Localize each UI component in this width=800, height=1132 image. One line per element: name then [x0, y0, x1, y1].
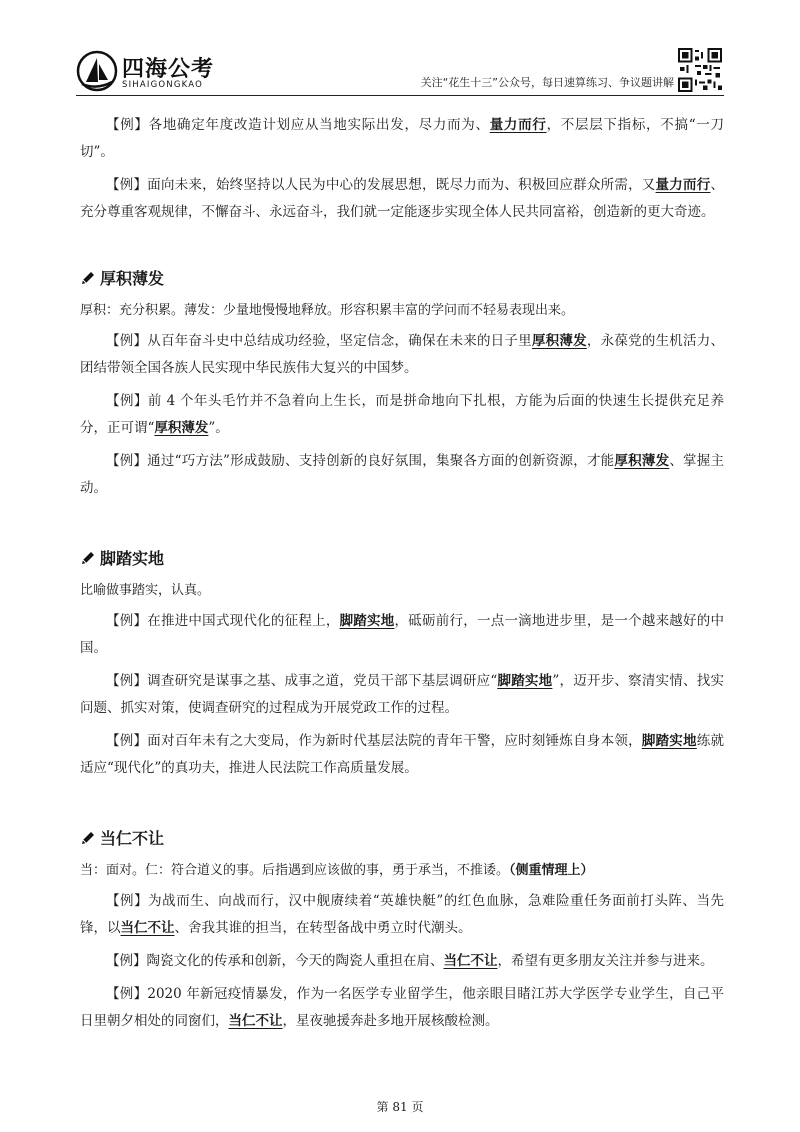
- brand-name-latin: SIHAIGONGKAO: [122, 80, 204, 90]
- example-sentence: 【例】面对百年未有之大变局，作为新时代基层法院的青年干警，应时刻锤炼自身本领，脚踏实地练就适应“现代化”的真功夫，推进人民法院工作高质量发展。: [80, 733, 725, 776]
- page-number: 第 81 页: [376, 1100, 424, 1114]
- highlighted-term: 厚积薄发: [614, 453, 670, 469]
- example-sentence: 【例】为战而生、向战而行，汉中舰赓续着“英雄快艇”的红色血脉，急难险重任务面前打头阵、当先锋，以当仁不让、舍我其谁的担当，在转型备战中勇立时代潮头。: [80, 893, 724, 936]
- example-sentence: 【例】通过“巧方法”形成鼓励、支持创新的良好氛围，集聚各方面的创新资源，才能厚积薄发、掌握主动。: [80, 453, 724, 496]
- example-sentence: 【例】在推进中国式现代化的征程上，脚踏实地，砥砺前行，一点一滴地进步里，是一个越来越好的中国。: [80, 613, 725, 656]
- brand-name: 四海公考: [122, 57, 215, 82]
- definition-note: （侧重情理上）: [509, 863, 594, 878]
- highlighted-term: 当仁不让: [228, 1013, 283, 1029]
- page-body: [80, 112, 724, 1041]
- header-tagline: 关注“花生十三”公众号，每日速算练习、争议题讲解: [420, 76, 674, 89]
- idiom-definition: 当：面对。仁：符合道义的事。后指遇到应该做的事，勇于承当，不推诿。（侧重情理上）: [80, 863, 594, 878]
- idiom-heading: 当仁不让: [80, 826, 724, 849]
- example-sentence: 【例】调查研究是谋事之基、成事之道，党员干部下基层调研应“脚踏实地”，迈开步、察清实情、找实问题、抓实对策，使调查研究的过程成为开展党政工作的过程。: [80, 673, 725, 716]
- example-sentence: 【例】从百年奋斗史中总结成功经验，坚定信念，确保在未来的日子里厚积薄发，永葆党的生机活力、团结带领全国各族人民实现中华民族伟大复兴的中国梦。: [80, 333, 725, 376]
- highlighted-term: 当仁不让: [443, 953, 498, 969]
- idiom-heading: 厚积薄发: [80, 266, 724, 289]
- highlighted-term: 量力而行: [489, 117, 547, 133]
- sailboat-logo-icon: [76, 50, 118, 92]
- highlighted-term: 量力而行: [655, 177, 711, 193]
- highlighted-term: 脚踏实地: [641, 733, 697, 749]
- highlighted-term: 厚积薄发: [154, 420, 209, 436]
- brand-logo: [76, 50, 226, 94]
- idiom-heading: 脚踏实地: [80, 546, 724, 569]
- highlighted-term: 厚积薄发: [531, 333, 587, 349]
- header-divider: [76, 95, 724, 96]
- intro-example-1: 【例】各地确定年度改造计划应从当地实际出发，尽力而为、量力而行，不层层下指标，不搞“一刀切”。: [80, 117, 725, 160]
- highlighted-term: 当仁不让: [120, 920, 175, 936]
- idiom-definition: 比喻做事踏实，认真。: [80, 583, 211, 598]
- page-header: [0, 0, 800, 100]
- qr-code-icon: [678, 48, 722, 92]
- example-sentence: 【例】前 4 个年头毛竹并不急着向上生长，而是拼命地向下扎根，方能为后面的快速生长提供充足养分，正可谓“厚积薄发”。: [80, 393, 724, 436]
- intro-example-2: 【例】面向未来，始终坚持以人民为中心的发展思想，既尽力而为、积极回应群众所需，又量力而行、充分尊重客观规律，不懈奋斗、永远奋斗，我们就一定能逐步实现全体人民共同富裕，创造新的更大奇迹。: [80, 177, 725, 220]
- highlighted-term: 脚踏实地: [339, 613, 395, 629]
- idiom-definition: 厚积：充分积累。薄发：少量地慢慢地释放。形容积累丰富的学问而不轻易表现出来。: [80, 303, 575, 318]
- highlighted-term: 脚踏实地: [497, 673, 553, 689]
- pencil-icon: [80, 550, 96, 566]
- example-sentence: 【例】2020 年新冠疫情暴发，作为一名医学专业留学生，他亲眼目睹江苏大学医学专业学生，自己平日里朝夕相处的同窗们，当仁不让，星夜驰援奔赴多地开展核酸检测。: [80, 986, 724, 1029]
- example-sentence: 【例】陶瓷文化的传承和创新，今天的陶瓷人重担在肩、当仁不让，希望有更多朋友关注并参与进来。: [106, 953, 714, 969]
- pencil-icon: [80, 830, 96, 846]
- pencil-icon: [80, 270, 96, 286]
